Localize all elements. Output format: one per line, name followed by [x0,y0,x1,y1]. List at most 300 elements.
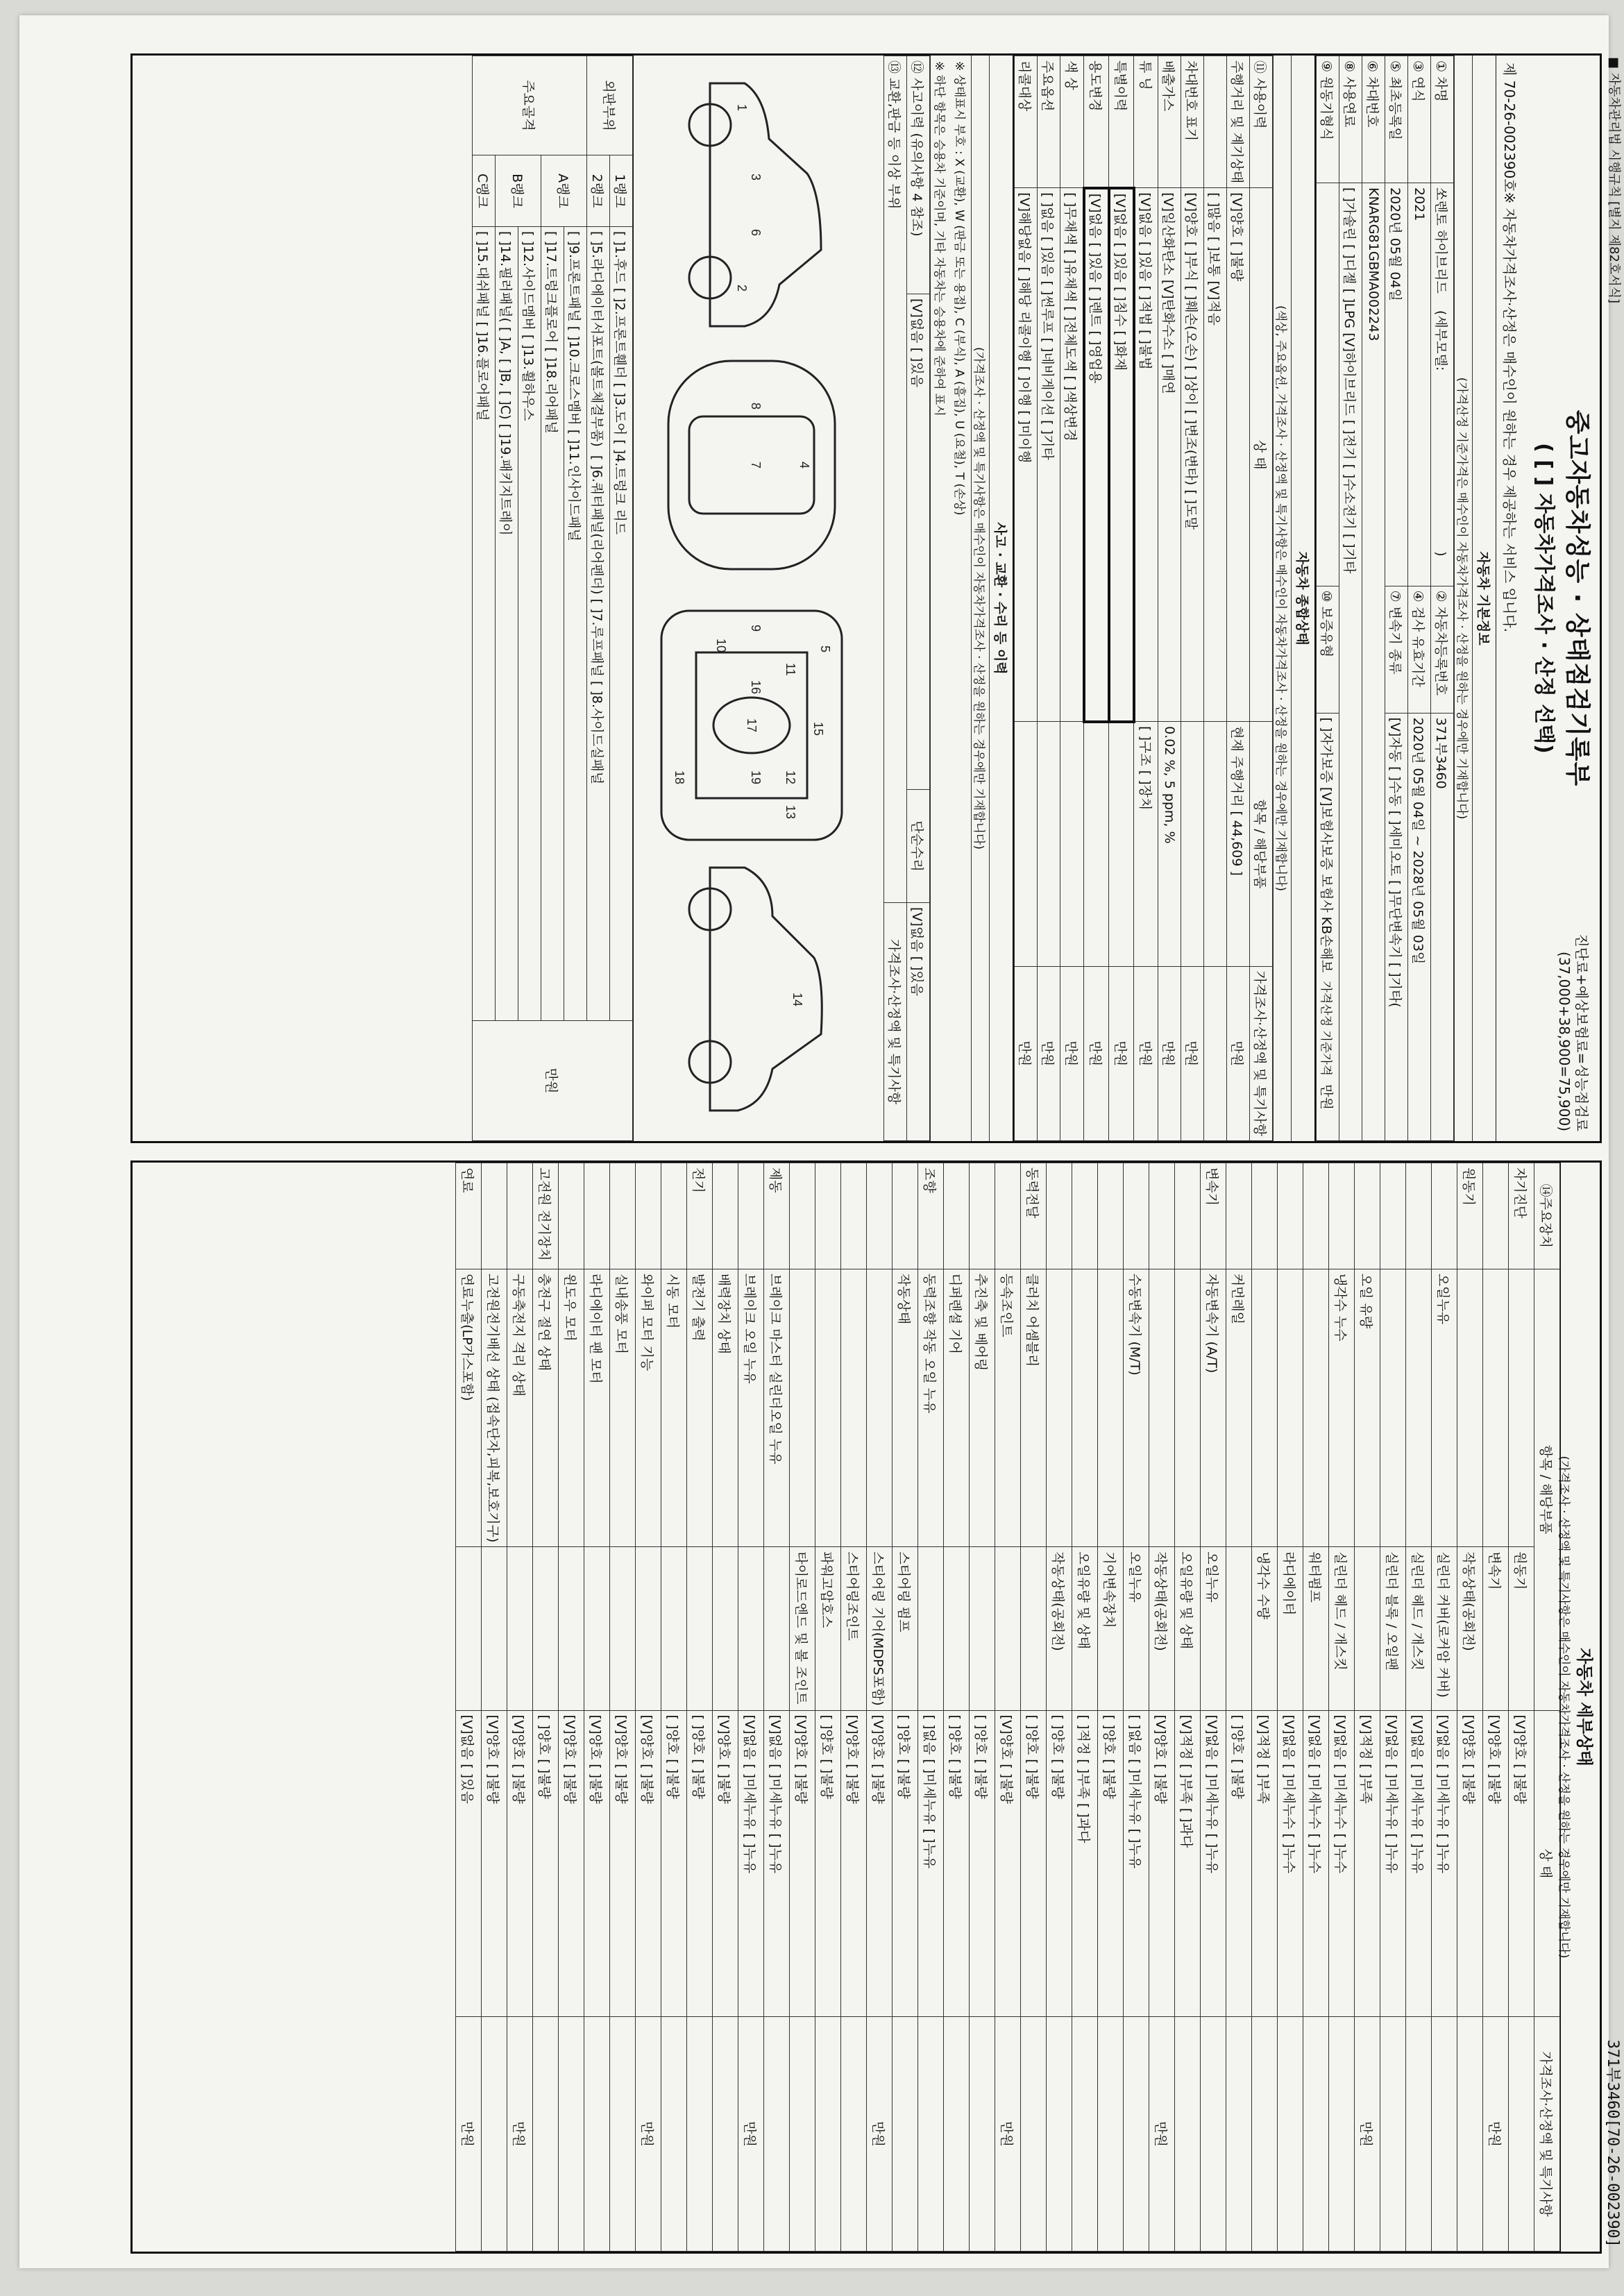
detail-unit [1175,2017,1201,2252]
detail-unit: 만원 [867,2017,893,2252]
detail-item: 기어변속장치 [1098,1547,1124,1710]
detail-item: 파워고압호스 [815,1547,841,1710]
rank1b-values: [ ]5.라디에이터서포트(볼트체결부품) [589,231,605,447]
detail-sub [790,1269,815,1547]
detail-item [507,1547,533,1710]
overall-row-detail [1084,722,1109,966]
detail-sub: 동력조향 작동 오일 누유 [918,1269,944,1547]
rankA-values: [ ]9.프론트패널 [ ]10.크로스멤버 [ ]11.인사이드패널 [564,227,587,1021]
rank1-label: 1랭크 [610,155,633,227]
detail-sub [815,1269,841,1547]
basic-header: 자동차 기본정보 [1472,56,1496,1141]
detail-group [1432,1163,1457,1269]
detail-status: [ ]양호 [ ]불량 [533,1710,559,2016]
overall-row-state: [V]양호 [ ]부식 [ ]훼손(오손) [ ]상이 [ ]변조(변타) [ ]도말 [1181,188,1204,722]
detail-group: 변속기 [1201,1163,1226,1269]
col-item: 항목 / 해당부품 [1534,1269,1560,1710]
detail-item [738,1547,764,1710]
detail-status: [V]없음 [ ]미세누수 [ ]누수 [1329,1710,1355,2016]
detail-item [944,1547,970,1710]
plate-value: 371부3460 [1431,713,1454,1140]
detail-sub: 브레이크 마스터 실린더오일 누유 [764,1269,790,1547]
detail-item [764,1547,790,1710]
overall-row-state: [ ]없음 [ ]있음 [ ]썬루프 [ ]네비게이션 [ ]기타 [1038,188,1060,722]
detail-sub [1406,1269,1432,1547]
detail-sub: 작동상태 [893,1269,918,1547]
overall-row-unit: 만원 [1038,966,1060,1140]
detail-status: [ ]양호 [ ]불량 [893,1710,918,2016]
detail-status: [ ]양호 [ ]불량 [1226,1710,1252,2016]
detail-unit [1432,2017,1457,2252]
engine-type-label: ⑨ 원동기형식 [1317,56,1339,183]
rotated-form [19,15,1624,2296]
detail-group [1278,1163,1303,1269]
detail-status: [ ]없음 [ ]미세누유 [ ]누유 [1124,1710,1149,2016]
overall-row-detail [1181,722,1204,966]
detail-group [1252,1163,1278,1269]
right-record-id: 371부3460[70-26-002390] [1604,2039,1621,2247]
detail-item: 워터펌프 [1303,1547,1329,1710]
detail-group [738,1163,764,1269]
part-number-19: 19 [749,770,763,785]
right-note: (가격조사 · 산정액 및 특기사항은 매수인이 자동차가격조사 · 산정을 원하는 경우에만 기재합니다) [1557,1455,1571,1959]
detail-sub: 고전원전기배선 상태 (접속단자,피복,보호기구) [482,1269,507,1547]
exchange-price-header: 가격조사·산정액 및 특기사항 [884,903,907,1141]
detail-sub: 클러치 어셈블리 [1021,1269,1047,1547]
detail-unit [841,2017,867,2252]
detail-sub [1252,1269,1278,1547]
part-number-13: 13 [784,805,797,820]
detail-group: 고전원 전기장치 [533,1163,559,1269]
detail-unit [610,2017,636,2252]
detail-unit [713,2017,738,2252]
col-device: ⑭주요장치 [1534,1163,1560,1269]
detail-unit [1098,2017,1124,2252]
detail-sub: 브레이크 오일 누유 [738,1269,764,1547]
detail-unit [1509,2017,1534,2252]
detail-sub: 자동변속기 (A/T) [1201,1269,1226,1547]
detail-sub [867,1269,893,1547]
detail-sub: 배력장치 상태 [713,1269,738,1547]
detail-sub: 냉각수 누수 [1329,1269,1355,1547]
detail-item: 라디에이터 [1278,1547,1303,1710]
exchange-label: ⑬ 교환,판금 등 이상 부위 [884,56,907,903]
detail-group [1406,1163,1432,1269]
detail-group: 제동 [764,1163,790,1269]
fuel-label: ⑧ 사용연료 [1339,56,1362,183]
detail-sub: 와이퍼 모터 기능 [636,1269,661,1547]
detail-status: [ ]양호 [ ]불량 [1021,1710,1047,2016]
overall-row-detail [1204,722,1227,966]
part-number-12: 12 [784,770,797,785]
transmission-value: [V]자동 [ ]수동 [ ]세미오토 [ ]무단변속기 [ ]기타( [1385,713,1408,1140]
detail-group [1329,1163,1355,1269]
detail-item: 작동상태(공회전) [1149,1547,1175,1710]
right-header-block [1557,1163,1621,2252]
detail-sub: 오일 유량 [1355,1269,1380,1547]
first-reg-label: ⑤ 최초등록일 [1385,56,1408,183]
detail-group [610,1163,636,1269]
detail-item [636,1547,661,1710]
detail-group [1149,1163,1175,1269]
part-number-15: 15 [811,722,825,736]
detail-status: [ ]적정 [ ]부족 [ ]과다 [1072,1710,1098,2016]
overall-row-label: 튜 닝 [1134,56,1158,188]
detail-status: [ ]양호 [ ]불량 [661,1710,687,2016]
base-price-unit: 만원 [1319,1084,1335,1110]
detail-status: [V]양호 [ ]불량 [713,1710,738,2016]
detail-status: [V]양호 [ ]불량 [841,1710,867,2016]
overall-row-label: 리콜대상 [1015,56,1038,188]
right-page [130,1160,1621,2254]
warranty-label: ⑩ 보증유형 [1317,586,1339,713]
detail-status: [ ]양호 [ ]불량 [1098,1710,1124,2016]
fee-block [1556,934,1593,1131]
detail-unit: 만원 [507,2017,533,2252]
detail-item: 스티어링조인트 [841,1547,867,1710]
plate-label: ② 자동차등록번호 [1431,586,1454,713]
part-number-14: 14 [790,993,804,1007]
accident-table [883,56,930,1141]
detail-item [1021,1547,1047,1710]
sub-model-close: ) [1433,551,1449,557]
detail-sub [1072,1269,1098,1547]
vin-value: KNARG81GBMA002243 [1362,183,1385,1141]
detail-group [584,1163,610,1269]
detail-item: 냉각수 수량 [1252,1547,1278,1710]
col-items: 항목 / 해당부품 [1250,722,1273,966]
detail-status: [V]양호 [ ]불량 [1149,1710,1175,2016]
part-number-6: 6 [749,229,763,237]
detail-item: 작동상태(공회전) [1047,1547,1072,1710]
detail-unit [1457,2017,1483,2252]
overall-note: (색상, 주요옵션, 가격조사 · 산정액 및 특기사항은 매수인이 자동차가격조사 · 산정을 원하는 경우에만 기재합니다) [1273,56,1291,1141]
detail-unit [1021,2017,1047,2252]
detail-sub: 라디에이터 팬 모터 [584,1269,610,1547]
detail-sub: 연료누출(LP가스포함) [456,1269,482,1547]
inspection-label: ④ 검사 유효기간 [1408,586,1431,713]
simple-repair-value: [V]없음 [ ]있음 [907,903,930,1141]
detail-status: [V]없음 [ ]미세누유 [ ]누유 [764,1710,790,2016]
model-text: 쏘렌토 하이브리드 [1433,187,1449,294]
detail-item: 원동기 [1509,1547,1534,1710]
detail-unit [584,2017,610,2252]
detail-item [559,1547,584,1710]
detail-unit [918,2017,944,2252]
form-header-line: ■ 자동차관리법 시행규칙 [별지 제82호서식] [1607,57,1621,304]
detail-unit [970,2017,995,2252]
part-number-9: 9 [749,625,763,632]
overall-row-label: 차대번호 표기 [1181,56,1204,188]
detail-status: [V]양호 [ ]불량 [1509,1710,1534,2016]
form-subtitle: ( [ ] 자동차가격조사 · 산정 선택) [1532,443,1556,754]
detail-unit: 만원 [738,2017,764,2252]
overall-row-label: 색 상 [1060,56,1085,188]
part-number-5: 5 [818,645,832,653]
detail-item: 오일누유 [1124,1547,1149,1710]
detail-item [995,1547,1021,1710]
detail-sub: 발전기 출력 [687,1269,713,1547]
detail-unit [559,2017,584,2252]
year-label: ③ 연식 [1408,56,1431,183]
overall-row-label: 배출가스 [1158,56,1181,188]
detail-sub [1098,1269,1124,1547]
overall-row-detail [1015,722,1038,966]
part-number-7: 7 [749,462,763,469]
col-price-notes: 가격조사·산정액 및 특기사항 [1250,966,1273,1140]
detail-unit [764,2017,790,2252]
detail-item [533,1547,559,1710]
form-title: 중고자동차성능 · 상태점검기록부 [1563,410,1591,787]
rankB-values: [ ]12.사이드멤버 [ ]13.휠하우스 [518,227,541,1021]
detail-item [1226,1547,1252,1710]
overall-row-unit: 만원 [1084,966,1109,1140]
detail-sub [1483,1269,1509,1547]
part-number-10: 10 [714,639,728,653]
fuel-value: [ ]가솔린 [ ]디젤 [ ]LPG [V]하이브리드 [ ]전기 [ ]수소전기 [ ]기타 [1339,183,1362,1141]
car-diagram-svg [634,56,883,1141]
overall-row-state: [ ]무채색 [ ]유채색 [ ]전체도색 [ ]색상변경 [1060,188,1085,722]
accident-header: 사고 · 교환 · 수리 등 이력 [989,56,1014,1141]
detail-unit [1201,2017,1226,2252]
overall-row-unit: 만원 [1015,966,1038,1140]
title-block [1496,56,1600,1141]
detail-status: [ ]없음 [ ]미세누유 [ ]누유 [918,1710,944,2016]
detail-status: [ ]양호 [ ]불량 [970,1710,995,2016]
detail-sub: 커먼레일 [1226,1269,1252,1547]
part-number-8: 8 [749,403,763,410]
detail-group [841,1163,867,1269]
detail-sub: 등속조인트 [995,1269,1021,1547]
rank2-values [587,227,610,1021]
detail-group: 전기 [687,1163,713,1269]
model-value [1431,183,1454,586]
detail-group [636,1163,661,1269]
detail-sub [1509,1269,1534,1547]
detail-unit [944,2017,970,2252]
detail-item: 실린더 헤드 / 개스킷 [1329,1547,1355,1710]
detail-group [1303,1163,1329,1269]
warranty-text: [ ]자가보증 [V]보험사보증 보험사 KB손해보 [1319,717,1335,973]
detail-item [584,1547,610,1710]
side-view-left [689,83,821,326]
detail-status: [V]없음 [ ]미세누유 [ ]누유 [1406,1710,1432,2016]
detail-sub [1278,1269,1303,1547]
detail-unit: 만원 [1355,2017,1380,2252]
detail-status: [V]없음 [ ]미세누유 [ ]누유 [1432,1710,1457,2016]
vin-label: ⑥ 차대번호 [1362,56,1385,183]
detail-unit: 만원 [636,2017,661,2252]
detail-group [995,1163,1021,1269]
simple-repair-label: 단순수리 [907,790,930,903]
detail-group [507,1163,533,1269]
overall-row-label: 용도변경 [1084,56,1109,188]
detail-item [970,1547,995,1710]
detail-item: 오일유량 및 상태 [1072,1547,1098,1710]
overall-row-detail [1060,722,1085,966]
detail-sub: 실내송풍 모터 [610,1269,636,1547]
detail-unit: 만원 [1149,2017,1175,2252]
detail-sub: 충전구 절연 상태 [533,1269,559,1547]
rank2-text: [ ]6.쿼터패널(리어펜더) [ ]7.루프패널 [ ]8.사이드실패널 [589,455,605,785]
sub-model-label: (세부모델: [1433,310,1449,371]
detail-sub [1303,1269,1329,1547]
detail-unit [1047,2017,1072,2252]
detail-group [970,1163,995,1269]
detail-status: [V]양호 [ ]불량 [584,1710,610,2016]
detail-sub [841,1269,867,1547]
detail-unit [790,2017,815,2252]
first-reg-value: 2020년 05월 04일 [1385,183,1408,586]
detail-group: 동력전달 [1021,1163,1047,1269]
detail-unit [1406,2017,1432,2252]
overall-row-label: 주행거리 및 계기상태 [1227,56,1250,188]
rankA-label: A랭크 [541,155,587,227]
detail-group [1072,1163,1098,1269]
side-view-right [689,868,822,1111]
detail-unit [1226,2017,1252,2252]
detail-status: [V]양호 [ ]불량 [995,1710,1021,2016]
detail-status: [V]양호 [ ]불량 [1483,1710,1509,2016]
detail-unit [1124,2017,1149,2252]
detail-group [559,1163,584,1269]
rankA-values-2: [ ]17.트렁크플로어 [ ]18.리어패널 [541,227,564,1021]
detail-sub: 추진축 및 베어링 [970,1269,995,1547]
detail-item [661,1547,687,1710]
year-value: 2021 [1408,183,1431,586]
overall-table [1014,56,1273,1141]
detail-unit [1303,2017,1329,2252]
detail-item [918,1547,944,1710]
detail-sub: 수동변속기 (M/T) [1124,1269,1149,1547]
rankB-label: B랭크 [496,155,541,227]
detail-status: [V]없음 [ ]미세누유 [ ]누유 [738,1710,764,2016]
detail-unit [1278,2017,1303,2252]
detail-group: 조향 [918,1163,944,1269]
inspection-value: 2020년 05월 04일 ~ 2028년 05월 03일 [1408,713,1431,1140]
rank1-values: [ ]1.후드 [ ]2.프론트휀더 [ ]3.도어 [ ]4.트렁크 리드 [610,227,633,1021]
detail-status: [V]없음 [ ]미세누유 [ ]누유 [1201,1710,1226,2016]
detail-group [944,1163,970,1269]
detail-unit [687,2017,713,2252]
accident-label: ⑫ 사고이력 (유의사항 4 참조) [907,56,930,294]
col-usage-history: ⑪ 사용이력 [1250,56,1273,188]
overall-row-unit: 만원 [1158,966,1181,1140]
detail-status: [V]적정 [ ]부족 [1252,1710,1278,2016]
detail-status: [ ]양호 [ ]불량 [1047,1710,1072,2016]
part-number-3: 3 [749,174,763,181]
right-title: 자동차 세부상태 [1575,1648,1594,1766]
basic-note: (가격산정 기준가격은 매수인이 자동차가격조사 · 산정을 원하는 경우에만 기재합니다) [1454,56,1472,1141]
detail-sub [1175,1269,1201,1547]
overall-row-detail: [ ]구조 [ ]장치 [1134,722,1158,966]
detail-status: [V]양호 [ ]불량 [610,1710,636,2016]
detail-group [1355,1163,1380,1269]
parts-unit: 만원 [473,1021,633,1141]
transmission-label: ⑦ 변속기 종류 [1385,586,1408,713]
detail-sub: 시동 모터 [661,1269,687,1547]
detail-group: 자기진단 [1509,1163,1534,1269]
detail-unit [533,2017,559,2252]
part-number-2: 2 [735,285,749,292]
detail-group [1047,1163,1072,1269]
parts-table [472,56,633,1141]
overall-header: 자동차 종합상태 [1291,56,1316,1141]
rankC-values: [ ]15.대쉬패널 [ ]16.플로어패널 [473,227,496,1021]
record-number: 제 70-26-002390호※ 자동차가격조사·산정은 매수인이 원하는 경우 제공하는 서비스 입니다. [1501,62,1518,632]
detail-item: 실린더 커버(로커암 커버) [1432,1547,1457,1710]
detail-status: [ ]양호 [ ]불량 [944,1710,970,2016]
detail-group [815,1163,841,1269]
left-page [130,53,1602,1143]
detail-item [456,1547,482,1710]
overall-row-state: [V]일산화탄소 [V]탄화수소 [ ]매연 [1158,188,1181,722]
detail-item: 스티어링 기어(MDPS포함) [867,1547,893,1710]
detail-table [455,1163,1560,2252]
detail-status: [ ]양호 [ ]불량 [815,1710,841,2016]
detail-status: [V]양호 [ ]불량 [790,1710,815,2016]
overall-row-detail: 0.02 %, 5 ppm, % [1158,722,1181,966]
detail-group [867,1163,893,1269]
col-notes: 가격조사·산정액 및 특기사항 [1534,2017,1560,2252]
rank2-label: 2랭크 [587,155,610,227]
detail-item: 작동상태(공회전) [1457,1547,1483,1710]
accident-legend-1: ※ 상태표시 부호 : X (교환), W (판금 또는 용접), C (부식), A (흠집), U (요철), T (손상) [952,61,966,516]
detail-group [893,1163,918,1269]
detail-group [713,1163,738,1269]
detail-item [1355,1547,1380,1710]
detail-item: 변속기 [1483,1547,1509,1710]
detail-item [610,1547,636,1710]
detail-unit [661,2017,687,2252]
detail-status: [V]적정 [ ]부족 [ ]과다 [1175,1710,1201,2016]
detail-sub [1380,1269,1406,1547]
detail-group [1098,1163,1124,1269]
overall-row-unit: 만원 [1227,966,1250,1140]
overall-row-state: [ ]많음 [ ]보통 [V]적음 [1204,188,1227,722]
accident-note: (가격조사 · 산정액 및 특기사항은 매수인이 자동차가격조사 · 산정을 원하는 경우에만 기재합니다) [971,56,989,1141]
detail-group: 연료 [456,1163,482,1269]
detail-item [687,1547,713,1710]
part-number-18: 18 [673,770,686,785]
part-number-1: 1 [735,104,749,112]
overall-row-state: [V]해당없음 [ ]해당 리콜이행 [ ]이행 [ ]미이행 [1015,188,1038,722]
col-status: 상 태 [1534,1710,1560,2016]
overall-row-unit [1204,966,1227,1140]
detail-group [1124,1163,1149,1269]
detail-group [1226,1163,1252,1269]
overall-row-unit: 만원 [1109,966,1134,1140]
overall-row-unit: 만원 [1060,966,1085,1140]
base-price-label: 가격산정 기준가격 [1319,981,1333,1077]
detail-status: [V]양호 [ ]불량 [482,1710,507,2016]
detail-item: 스티어링 펌프 [893,1547,918,1710]
detail-item: 오일유량 및 상태 [1175,1547,1201,1710]
detail-sub: 윈도우 모터 [559,1269,584,1547]
detail-group [661,1163,687,1269]
detail-sub: 오일누유 [1432,1269,1457,1547]
detail-unit [1072,2017,1098,2252]
detail-status: [V]양호 [ ]불량 [1457,1710,1483,2016]
overall-row-detail [1038,722,1060,966]
model-label: ① 차명 [1431,56,1454,183]
overall-row-label [1204,56,1227,188]
overall-row-state: [V]양호 [ ]불량 [1227,188,1250,722]
overall-row-state: [V]없음 [ ]있음 [ ]침수 [ ]화재 [1109,188,1134,722]
detail-sub [1047,1269,1072,1547]
rankC-label: C랭크 [473,155,496,227]
detail-status: [V]없음 [ ]미세누유 [ ]누유 [1380,1710,1406,2016]
